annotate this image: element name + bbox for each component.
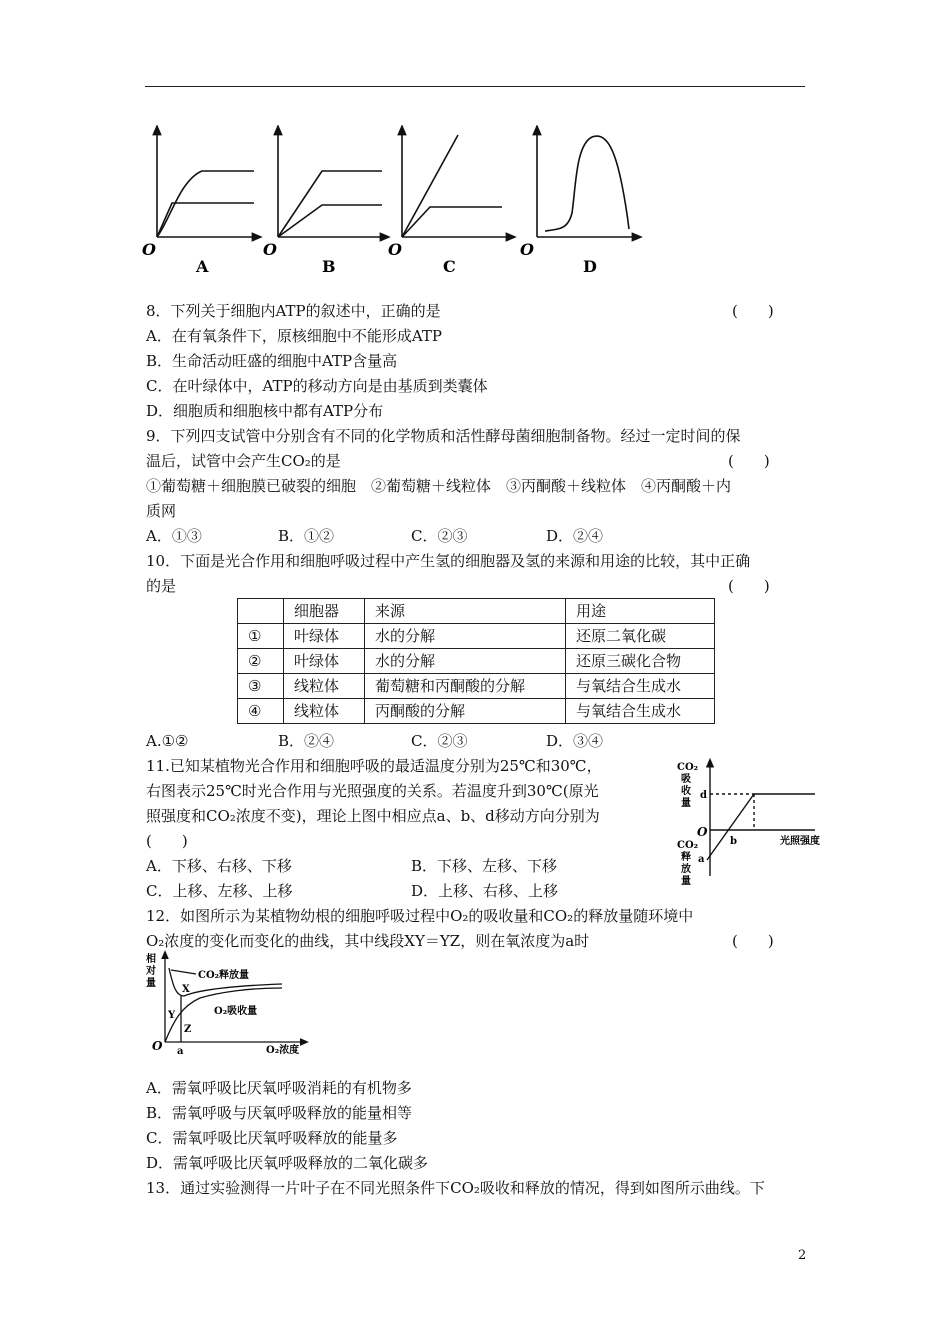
q9-answer-paren: ( ) — [728, 452, 770, 470]
table-cell: 水的分解 — [365, 624, 566, 649]
q10-option-a: A.①② — [146, 732, 189, 750]
q10-option-d: D．③④ — [546, 732, 604, 750]
q11-option-c: C．上移、左移、上移 — [146, 882, 293, 900]
q11-point-a: a — [698, 854, 705, 865]
q11-option-b: B．下移、左移、下移 — [411, 857, 558, 875]
table-header-row — [238, 599, 715, 624]
q11-point-d: d — [700, 790, 707, 801]
graph-label-a: A — [196, 257, 209, 275]
q12-y-label-3: 量 — [146, 978, 156, 989]
q12-o2-label: O₂吸收量 — [214, 1006, 258, 1017]
q9-option-b: B．①② — [278, 527, 335, 545]
graph-origin-a: O — [142, 240, 156, 259]
q11-y-top-2: 吸 — [681, 774, 691, 785]
table-row — [238, 649, 715, 674]
table-cell: ③ — [238, 674, 284, 699]
q11-y-top-1: CO₂ — [677, 762, 699, 773]
q9-stem-1: 9．下列四支试管中分别含有不同的化学物质和活性酵母菌细胞制备物。经过一定时间的保 — [146, 427, 741, 445]
q11-figure — [670, 758, 840, 888]
q12-origin: O — [152, 1039, 163, 1053]
q10-stem-1: 10．下面是光合作用和细胞呼吸过程中产生氢的细胞器及氢的来源和用途的比较，其中正确 — [146, 552, 751, 570]
q9-option-a: A．①③ — [146, 527, 202, 545]
q11-y-top-4: 量 — [681, 798, 691, 809]
q11-y-bottom-2: 释 — [681, 852, 691, 863]
graph-origin-d: O — [520, 240, 534, 259]
graph-label-c: C — [443, 257, 456, 275]
q9-items-2: 质网 — [146, 502, 177, 520]
q12-option-a: A．需氧呼吸比厌氧呼吸消耗的有机物多 — [146, 1079, 412, 1097]
table-cell: 线粒体 — [284, 699, 365, 724]
header-rule — [145, 86, 805, 87]
graph-d — [537, 129, 638, 237]
q12-option-c: C．需氧呼吸比厌氧呼吸释放的能量多 — [146, 1129, 398, 1147]
q11-stem-3: 照强度和CO₂浓度不变)，理论上图中相应点a、b、d移动方向分别为 — [146, 807, 600, 825]
q11-y-bottom-3: 放 — [681, 864, 691, 875]
table-cell: 还原二氧化碳 — [566, 624, 715, 649]
graph-origin-b: O — [263, 240, 277, 259]
q11-stem-2: 右图表示25℃时光合作用与光照强度的关系。若温度升到30℃(原光 — [146, 782, 599, 800]
q12-figure — [140, 950, 315, 1060]
table-cell: ① — [238, 624, 284, 649]
q11-x-label: 光照强度 — [780, 836, 820, 847]
table-cell: 丙酮酸的分解 — [365, 699, 566, 724]
q10-stem-2: 的是 — [146, 577, 177, 595]
q11-option-d: D．上移、右移、上移 — [411, 882, 559, 900]
q10-table — [237, 598, 715, 724]
table-header-cell: 来源 — [365, 599, 566, 624]
table-cell: 与氧结合生成水 — [566, 699, 715, 724]
q11-y-bottom-4: 量 — [681, 876, 691, 887]
q12-y-label-1: 相 — [146, 954, 156, 965]
graph-b — [278, 129, 386, 237]
q12-stem-1: 12．如图所示为某植物幼根的细胞呼吸过程中O₂的吸收量和CO₂的释放量随环境中 — [146, 907, 694, 925]
q9-stem-2: 温后，试管中会产生CO₂的是 — [146, 452, 341, 470]
q9-option-d: D．②④ — [546, 527, 604, 545]
q11-y-top-3: 收 — [681, 786, 691, 797]
table-row — [238, 674, 715, 699]
q8-option-d: D．细胞质和细胞核中都有ATP分布 — [146, 402, 384, 420]
q12-answer-paren: ( ) — [732, 932, 774, 950]
q12-point-z: Z — [184, 1024, 192, 1035]
q9-option-c: C．②③ — [411, 527, 468, 545]
table-cell: 葡萄糖和丙酮酸的分解 — [365, 674, 566, 699]
q12-option-b: B．需氧呼吸与厌氧呼吸释放的能量相等 — [146, 1104, 413, 1122]
page-number: 2 — [798, 1248, 807, 1263]
table-row — [238, 624, 715, 649]
table-cell: 水的分解 — [365, 649, 566, 674]
q9-items-1: ①葡萄糖＋细胞膜已破裂的细胞 ②葡萄糖＋线粒体 ③丙酮酸＋线粒体 ④丙酮酸＋内 — [146, 477, 732, 495]
q12-y-label-2: 对 — [146, 966, 156, 977]
q12-stem-2: O₂浓度的变化而变化的曲线，其中线段XY＝YZ，则在氧浓度为a时 — [146, 932, 590, 950]
q12-co2-label: CO₂释放量 — [198, 970, 250, 981]
table-cell: 与氧结合生成水 — [566, 674, 715, 699]
q11-point-b: b — [730, 836, 737, 847]
q10-answer-paren: ( ) — [728, 577, 770, 595]
top-figures — [140, 125, 660, 275]
q12-x-label: O₂浓度 — [266, 1045, 300, 1056]
graph-a — [157, 129, 258, 237]
graph-label-d: D — [583, 257, 597, 275]
q8-answer-paren: ( ) — [732, 302, 774, 320]
table-cell: 线粒体 — [284, 674, 365, 699]
q13-stem-1: 13．通过实验测得一片叶子在不同光照条件下CO₂吸收和释放的情况，得到如图所示曲线。下 — [146, 1179, 765, 1197]
table-cell: 叶绿体 — [284, 649, 365, 674]
q12-point-y: Y — [168, 1010, 176, 1021]
q11-y-bottom-1: CO₂ — [677, 840, 699, 851]
q11-answer-paren: ( ) — [146, 832, 188, 850]
q12-point-a: a — [177, 1046, 184, 1057]
q11-stem-1: 11.已知某植物光合作用和细胞呼吸的最适温度分别为25℃和30℃， — [146, 757, 602, 775]
table-header-cell: 用途 — [566, 599, 715, 624]
q11-option-a: A．下移、右移、下移 — [146, 857, 292, 875]
graph-label-b: B — [322, 257, 336, 275]
table-header-cell — [238, 599, 284, 624]
q8-stem: 8．下列关于细胞内ATP的叙述中，正确的是 — [146, 302, 441, 320]
graph-c — [402, 129, 512, 237]
q8-option-b: B．生命活动旺盛的细胞中ATP含量高 — [146, 352, 398, 370]
q8-option-a: A．在有氧条件下，原核细胞中不能形成ATP — [146, 327, 442, 345]
table-cell: ② — [238, 649, 284, 674]
table-cell: ④ — [238, 699, 284, 724]
table-cell: 叶绿体 — [284, 624, 365, 649]
table-row — [238, 699, 715, 724]
q12-point-x: X — [182, 984, 190, 995]
table-cell: 还原三碳化合物 — [566, 649, 715, 674]
q12-option-d: D．需氧呼吸比厌氧呼吸释放的二氧化碳多 — [146, 1154, 429, 1172]
q10-option-c: C．②③ — [411, 732, 468, 750]
q11-origin: O — [697, 825, 708, 839]
graph-origin-c: O — [388, 240, 402, 259]
q10-option-b: B．②④ — [278, 732, 335, 750]
q8-option-c: C．在叶绿体中，ATP的移动方向是由基质到类囊体 — [146, 377, 488, 395]
table-header-cell: 细胞器 — [284, 599, 365, 624]
